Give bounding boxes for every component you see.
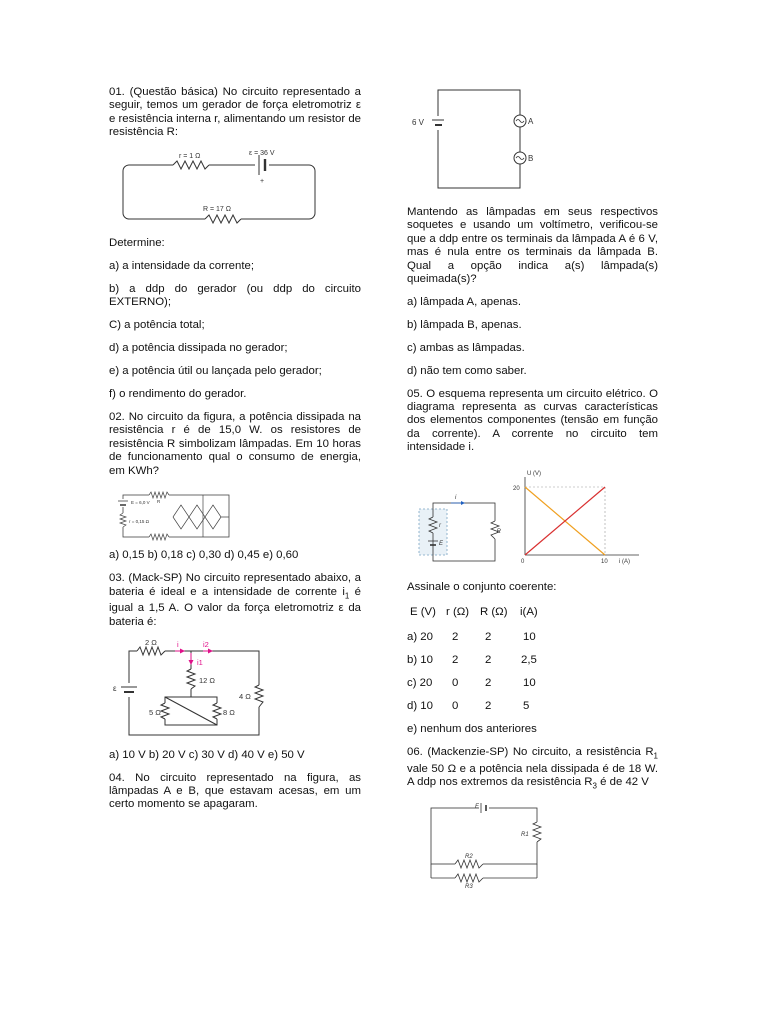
q03-label-i: i <box>177 639 179 649</box>
q06-text-3: é de 42 V <box>596 776 649 789</box>
q05-cell: 0 <box>452 677 459 690</box>
q05-cell: 10 <box>523 631 536 644</box>
q02-text: 02. No circuito da figura, a potência dissipada na resistência r é de 15,0 W. os resistores de resistência R simbolizam lâmpadas. Em 10 horas de funcionamento qual o consumo de energia, em KWh? <box>109 410 361 477</box>
q01-determine: Determine: <box>109 237 165 250</box>
q04-label-b: B <box>528 154 534 163</box>
q05-cell: 2,5 <box>521 654 537 667</box>
q05-cell: 2 <box>452 631 459 644</box>
q02-options: a) 0,15 b) 0,18 c) 0,30 d) 0,45 e) 0,60 <box>109 549 299 562</box>
q01-circuit <box>121 149 317 231</box>
q05-header-e: E (V) <box>410 606 436 618</box>
q03-label-12ohm: 12 Ω <box>199 675 216 685</box>
q05-cell: 2 <box>485 700 492 713</box>
q05-text: 05. O esquema representa um circuito elétrico. O diagrama representa as curvas características dos elementos componentes (tensão em função da corrente). A corrente no circuito tem intensidade i. <box>407 387 658 454</box>
q03-circuit <box>111 639 271 739</box>
q06-label-r1: R1 <box>521 832 529 839</box>
q06-figure <box>427 802 658 888</box>
q05-header-r: r (Ω) <box>446 606 470 618</box>
q05-cell: 5 <box>523 700 530 713</box>
q04-circuit <box>408 84 548 194</box>
q05-row-a <box>407 631 658 644</box>
q06-label-r3: R3 <box>465 884 473 889</box>
q01-item-a: a) a intensidade da corrente; <box>109 260 255 273</box>
q05-cell: a) 20 <box>407 631 433 644</box>
svg-text:+: + <box>260 178 265 186</box>
q05-option-e: e) nenhum dos anteriores <box>407 723 537 736</box>
q05-graph-x10: 10 <box>601 558 608 565</box>
q04-option-b: b) lâmpada B, apenas. <box>407 318 522 331</box>
q06-text <box>407 746 658 793</box>
q03-label-i2: i2 <box>203 639 209 649</box>
q04-label-a: A <box>528 117 534 126</box>
q05-row-d <box>407 700 658 713</box>
q05-graph-y20: 20 <box>513 485 520 492</box>
q05-label-R: R <box>496 528 501 535</box>
q06-text-1: 06. (Mackenzie-SP) No circuito, a resistência R <box>407 745 654 758</box>
q03-text-b: é igual a 1,5 A. O valor da força eletromotriz ε da bateria é: <box>109 585 361 628</box>
q01-item-c: C) a potência total; <box>109 319 205 332</box>
q04-option-a: a) lâmpada A, apenas. <box>407 295 521 308</box>
q06-label-r2: R2 <box>465 854 473 861</box>
q06-label-e: E <box>475 804 480 811</box>
q05-figures <box>417 469 658 567</box>
q01-item-e: e) a potência útil ou lançada pelo gerador; <box>109 365 322 378</box>
q05-cell: b) 10 <box>407 654 433 667</box>
q05-graph-xlabel: i (A) <box>619 558 630 565</box>
q01-text: 01. (Questão básica) No circuito representado a seguir, temos um gerador de força eletromotriz ε e resistência interna r, alimentando um resistor de resistência R: <box>109 86 361 139</box>
q05-label-i: i <box>455 494 457 501</box>
q02-label-r: r = 0,15 Ω <box>129 519 149 525</box>
q01-item-b: b) a ddp do gerador (ou ddp do circuito EXTERNO); <box>109 282 361 309</box>
q05-table-header <box>410 606 658 619</box>
q03-label-emf: ε <box>113 683 117 693</box>
q06-text-2: vale 50 Ω e a potência nela dissipada é de 18 W. A ddp nos extremos da resistência R <box>407 762 658 789</box>
q03-text <box>109 572 361 629</box>
q06-sub-1: 1 <box>653 751 658 761</box>
q05-cell: 0 <box>452 700 459 713</box>
q06-sub-2: 3 <box>592 781 597 791</box>
right-column <box>407 206 658 888</box>
q05-cell: 2 <box>452 654 459 667</box>
q04-option-c: c) ambas as lâmpadas. <box>407 341 525 354</box>
q03-label-2ohm: 2 Ω <box>145 638 157 647</box>
q05-label-e: E <box>439 540 444 547</box>
q03-label-8ohm: 8 Ω <box>223 707 235 717</box>
q05-header-R: R (Ω) <box>480 606 508 618</box>
q05-graph-ylabel: U (V) <box>527 470 541 477</box>
q03-options: a) 10 V b) 20 V c) 30 V d) 40 V e) 50 V <box>109 748 305 761</box>
q04-text: 04. No circuito representado na figura, as lâmpadas A e B, que estavam acesas, em um certo momento se apagaram. <box>109 771 361 811</box>
q02-circuit <box>111 487 241 543</box>
q04-option-d: d) não tem como saber. <box>407 364 527 377</box>
q03-text-a: 03. (Mack-SP) No circuito representado abaixo, a bateria é ideal e a intensidade de corrente i <box>109 572 361 598</box>
q01-figure <box>121 149 361 231</box>
q05-prompt: Assinale o conjunto coerente: <box>407 580 557 593</box>
q02-label-emf: E = 6,0 V <box>131 500 150 506</box>
q05-row-b <box>407 654 658 667</box>
q05-cell: d) 10 <box>407 700 433 713</box>
q03-label-i1: i1 <box>197 657 203 667</box>
q05-label-r: r <box>439 522 441 529</box>
q04-body: Mantendo as lâmpadas em seus respectivos soquetes e usando um voltímetro, verificou-se que a ddp entre os terminais da lâmpada A é 6 V, mas é nula entre os terminais da lâmpada B. Qual a opção indica a(s) lâmpada(s) queimada(s)? <box>407 206 658 286</box>
q05-header-i: i(A) <box>520 606 538 618</box>
left-column <box>109 86 361 821</box>
q05-cell: 10 <box>523 677 536 690</box>
q05-graph-origin: 0 <box>521 558 525 565</box>
q06-circuit <box>427 802 547 888</box>
q01-label-R: R = 17 Ω <box>203 206 231 214</box>
q01-label-emf: ε = 36 V <box>249 150 275 158</box>
q05-cell: 2 <box>485 631 492 644</box>
q05-graph <box>513 469 645 567</box>
q03-sub: 1 <box>344 591 350 600</box>
q05-cell: 2 <box>485 654 492 667</box>
q04-label-6v: 6 V <box>412 118 425 127</box>
q02-label-R: R <box>157 499 161 505</box>
q03-label-5ohm: 5 Ω <box>149 707 161 717</box>
q04-figure <box>408 84 548 194</box>
q02-figure <box>111 487 361 543</box>
q03-label-4ohm: 4 Ω <box>239 691 251 701</box>
q05-cell: c) 20 <box>407 677 433 690</box>
q01-item-f: f) o rendimento do gerador. <box>109 387 247 400</box>
q05-cell: 2 <box>485 677 492 690</box>
q01-label-r: r = 1 Ω <box>179 153 201 161</box>
q03-figure <box>111 639 361 739</box>
q05-circuit <box>417 483 501 567</box>
q01-item-d: d) a potência dissipada no gerador; <box>109 342 288 355</box>
q05-row-c <box>407 677 658 690</box>
